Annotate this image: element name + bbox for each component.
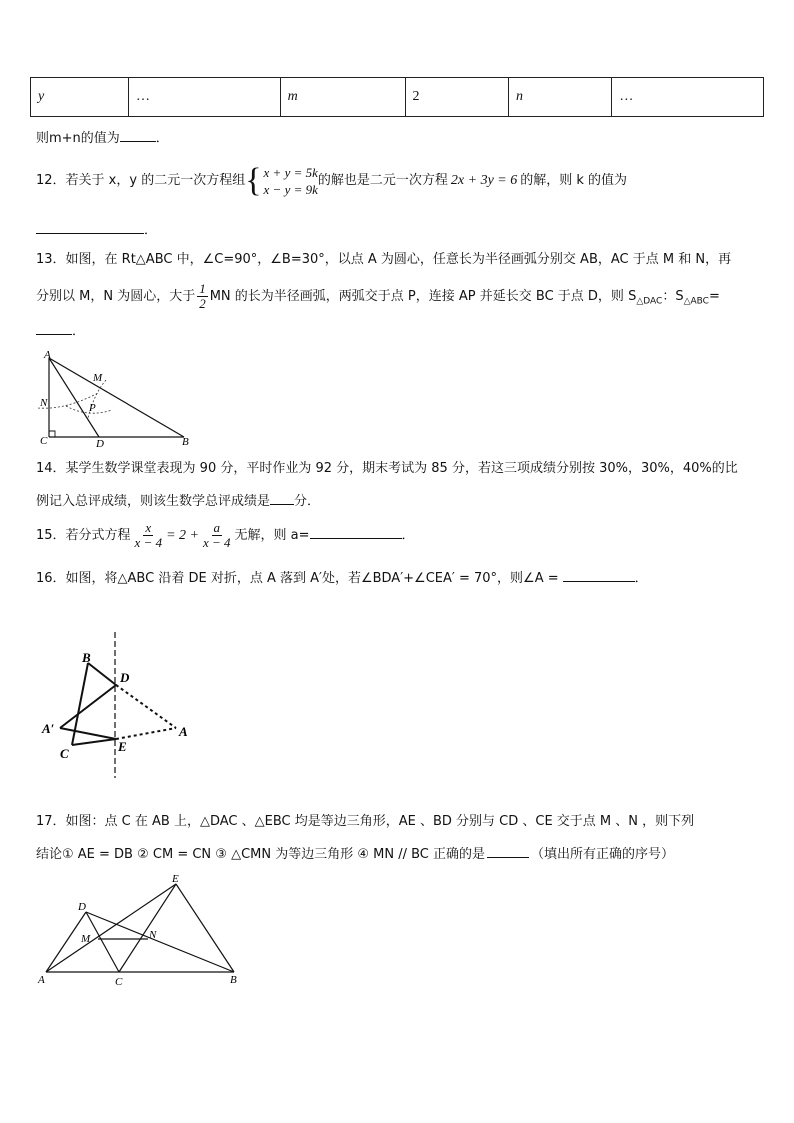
side-ab [49,358,184,437]
q15-middle: = 2 + [166,528,199,543]
q11-tail: 则m+n的值为 ． [36,127,169,149]
side-ce [119,884,176,972]
label-m: M [81,933,91,945]
side-ad [46,912,86,972]
table-cell: 2 [405,78,508,117]
q17-line1: 17．如图：点 C 在 AB 上，△DAC 、△EBC 均是等边三角形，AE 、BD 分别与 CD 、CE 交于点 M 、N ，则下列 [36,814,695,829]
label-b: B [230,974,237,986]
question-15 [36,518,415,554]
q17-line2-text: 结论① AE = DB ② CM = CN ③ △CMN 为等边三角形 ④ MN // BC 正确的是 [36,847,486,862]
q14-line1: 14．某学生数学课堂表现为 90 分，平时作业为 92 分，期末考试为 85 分，若这三项成绩分别按 30%，30%，40%的比 [36,461,738,476]
label-d: D [96,438,104,448]
label-n: N [40,397,48,409]
q12-suffix: 的解，则 k 的值为 [520,173,628,188]
q13-equals: = [708,289,720,304]
frac-numerator: x [145,520,152,535]
answer-blank [487,843,529,858]
q13-colon: ：S [662,289,684,304]
q14-line2-text: 例记入总评成绩，则该生数学总评成绩是 [36,494,271,509]
answer-blank [36,219,144,234]
answer-blank [563,567,635,582]
label-a: A [38,974,45,986]
q15-suffix: 无解，则 a= [234,528,310,543]
answer-blank [120,127,156,142]
label-m: M [93,372,103,384]
q14-line2 [36,490,320,512]
system-eq1: x + y = 5k [263,164,318,180]
frac-numerator: 1 [199,281,206,296]
q15-prefix: 15．若分式方程 [36,528,131,543]
q13-line2 [36,282,720,317]
value-table [30,77,764,117]
area-subscript-dac: △DAC [636,296,663,307]
segment-ea [116,728,176,739]
segment-da [116,685,176,728]
q12-equation: 2x + 3y = 6 [450,173,518,188]
segment-bd [88,663,116,685]
answer-blank [36,320,72,335]
label-b: B [182,436,189,448]
frac-denominator: x − 4 [134,535,163,550]
q13-answer-line: ． [36,320,85,342]
question-12 [36,161,627,201]
equation-system: { x + y = 5k x − y = 9k [245,161,318,199]
q17-figure [36,870,246,990]
table-cell: n [508,78,611,117]
q13-figure [36,348,196,448]
q16-text: 16．如图，将△ABC 沿着 DE 对折，点 A 落到 A′处，若∠BDA′+∠CEA′ = 70°，则∠A = [36,571,559,586]
segment-a1e [60,728,116,739]
q11-text: 则m+n的值为 [36,131,120,146]
label-a: A [44,349,51,361]
table-cell: m [280,78,405,117]
label-c: C [40,435,48,447]
label-p: P [89,402,96,414]
table-cell: … [612,78,764,117]
q17-line2-end: （填出所有正确的序号） [531,847,675,862]
right-angle-mark [49,431,55,437]
label-e: E [172,873,179,885]
line-db [86,912,234,972]
fraction-x [133,521,165,550]
label-a: A [179,724,188,739]
table-cell: y [31,78,129,117]
q17-line2 [36,843,674,865]
frac-denominator: x − 4 [203,535,231,550]
frac-denominator: 2 [199,296,206,311]
label-d: D [78,901,86,913]
side-eb [176,884,234,972]
table-cell: … [129,78,281,117]
line-ae [46,884,176,972]
frac-numerator: a [213,520,221,535]
label-e: E [118,739,127,754]
q12-middle: 的解也是二元一次方程 [317,173,448,188]
q12-answer-line: ． [36,219,157,241]
q13-line2-prefix: 分别以 M，N 为圆心，大于 [36,289,196,304]
label-b: B [82,650,91,665]
label-d: D [120,670,130,685]
q13-line2-suffix: MN 的长为半径画弧，两弧交于点 P，连接 AP 并延长交 BC 于点 D，则 S [209,289,637,304]
segment-ce [72,739,116,745]
table-row [31,78,764,117]
fraction-half [197,282,208,311]
q16-figure [36,630,206,780]
q14-unit: 分． [294,494,321,509]
label-n: N [149,929,157,941]
question-16 [36,567,648,589]
q16-end: ． [634,571,648,586]
area-subscript-abc: △ABC [683,296,709,307]
label-c: C [115,976,123,988]
q15-end: ． [401,528,415,543]
fraction-a [201,521,233,550]
q13-line1: 13．如图，在 Rt△ABC 中，∠C=90°，∠B=30°，以点 A 为圆心，任意长为半径画弧分别交 AB，AC 于点 M 和 N，再 [36,252,732,267]
label-c: C [60,746,69,761]
answer-blank [310,524,402,539]
segment-da1 [60,685,116,728]
q12-prefix: 12．若关于 x，y 的二元一次方程组 [36,173,246,188]
system-eq2: x − y = 9k [263,181,318,197]
label-a-prime: A′ [42,721,55,736]
line-ad [49,358,99,437]
answer-blank [270,490,294,505]
